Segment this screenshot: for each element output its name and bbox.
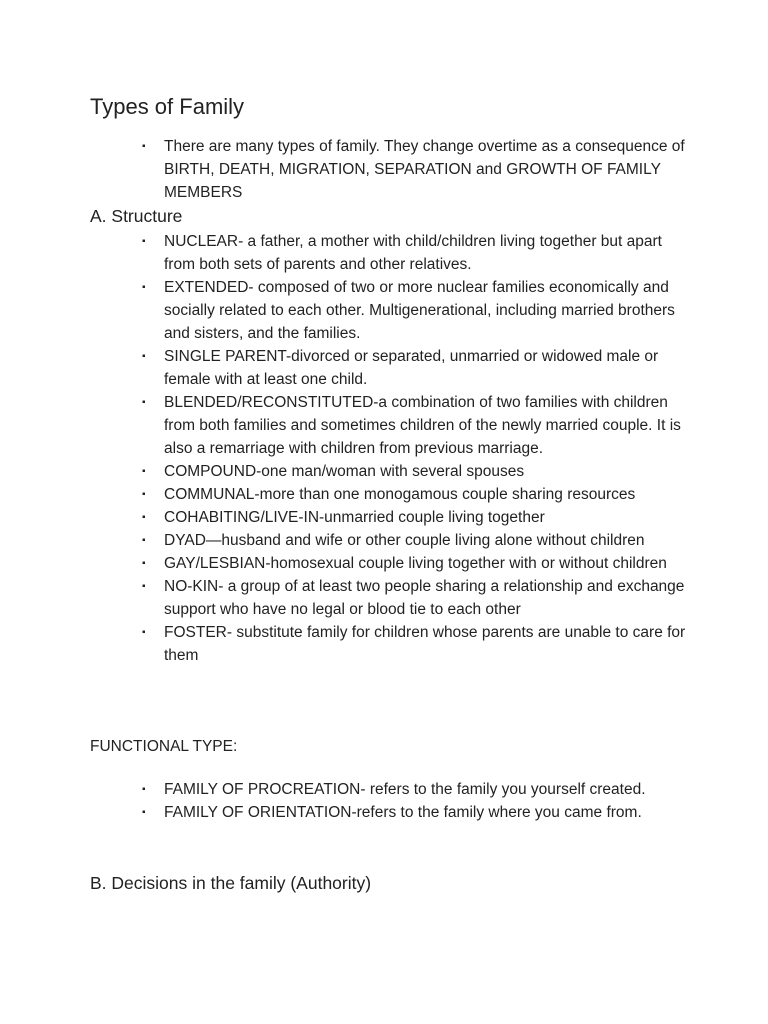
list-item-text: NO-KIN- a group of at least two people sharing a relationship and exchange support who have no legal or blood tie to each other [164,578,685,618]
page-title: Types of Family [90,94,245,119]
list-item-text: COMMUNAL-more than one monogamous couple sharing resources [164,486,636,503]
list-item-text: FAMILY OF ORIENTATION-refers to the family where you came from. [164,804,642,821]
list-item [0,552,768,575]
list-item [0,801,768,824]
bullet-marker: ▪ [142,535,146,546]
list-item-text: There are many types of family. They change overtime as a consequence of BIRTH, DEATH, MIGRATION, SEPARATION and GROWTH OF FAMILY MEMBERS [164,138,685,201]
list-item [0,621,768,667]
section-heading-structure: A. Structure [90,206,183,226]
structure-list [0,230,768,667]
list-item-text: SINGLE PARENT-divorced or separated, unmarried or widowed male or female with at least one child. [164,348,659,388]
intro-list [0,135,768,204]
bullet-marker: ▪ [142,141,146,152]
bullet-marker: ▪ [142,236,146,247]
list-item [0,230,768,276]
bullet-marker: ▪ [142,466,146,477]
bullet-marker: ▪ [142,397,146,408]
list-item-text: COHABITING/LIVE-IN-unmarried couple living together [164,509,545,526]
list-item-text: NUCLEAR- a father, a mother with child/children living together but apart from both sets of parents and other relatives. [164,233,662,273]
list-item [0,575,768,621]
list-item [0,345,768,391]
functional-type-label: FUNCTIONAL TYPE: [90,738,238,755]
list-item [0,529,768,552]
bullet-marker: ▪ [142,784,146,795]
list-item-text: COMPOUND-one man/woman with several spouses [164,463,525,480]
list-item-text: BLENDED/RECONSTITUTED-a combination of two families with children from both families and sometimes children of the newly married couple. It is also a remarriage with children from previous marriage. [164,394,681,457]
bullet-marker: ▪ [142,627,146,638]
list-item [0,276,768,345]
bullet-marker: ▪ [142,807,146,818]
list-item [0,483,768,506]
list-item [0,460,768,483]
bullet-marker: ▪ [142,489,146,500]
list-item-text: GAY/LESBIAN-homosexual couple living together with or without children [164,555,667,572]
functional-list [0,778,768,824]
bullet-marker: ▪ [142,282,146,293]
list-item [0,778,768,801]
bullet-marker: ▪ [142,351,146,362]
list-item-text: FAMILY OF PROCREATION- refers to the family you yourself created. [164,781,646,798]
bullet-marker: ▪ [142,512,146,523]
list-item [0,506,768,529]
list-item-text: EXTENDED- composed of two or more nuclear families economically and socially related to each other. Multigenerational, including married brothers and sisters, and the families. [164,279,675,342]
list-item-text: FOSTER- substitute family for children whose parents are unable to care for them [164,624,686,664]
bullet-marker: ▪ [142,581,146,592]
list-item [0,391,768,460]
section-heading-decisions: B. Decisions in the family (Authority) [90,873,372,893]
list-item-text: DYAD—husband and wife or other couple living alone without children [164,532,645,549]
list-item [0,135,768,204]
bullet-marker: ▪ [142,558,146,569]
